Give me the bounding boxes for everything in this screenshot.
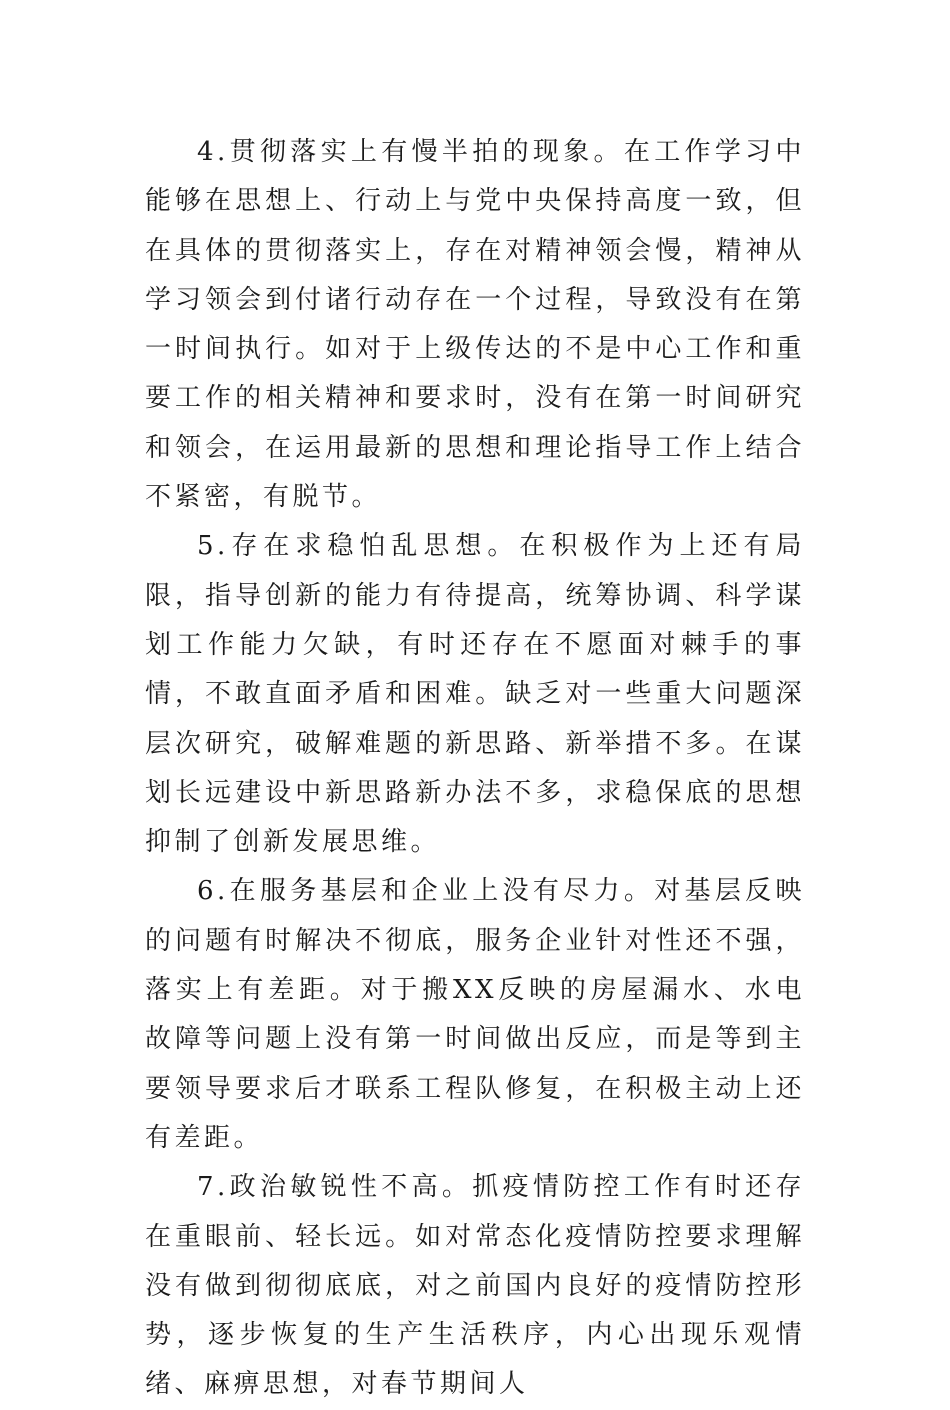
paragraph-item-6: 6.在服务基层和企业上没有尽力。对基层反映的问题有时解决不彻底，服务企业针对性还不强，落实上有差距。对于搬XX反映的房屋漏水、水电故障等问题上没有第一时间做出反应，而是等到主要领导要求后才联系工程队修复，在积极主动上还有差距。 <box>145 876 805 1153</box>
paragraph-item-4: 4.贯彻落实上有慢半拍的现象。在工作学习中能够在思想上、行动上与党中央保持高度一致，但在具体的贯彻落实上，存在对精神领会慢，精神从学习领会到付诸行动存在一个过程，导致没有在第一时间执行。如对于上级传达的不是中心工作和重要工作的相关精神和要求时，没有在第一时间研究和领会，在运用最新的思想和理论指导工作上结合不紧密，有脱节。 <box>145 137 805 513</box>
document-body <box>145 128 805 1410</box>
paragraph-item-7: 7.政治敏锐性不高。抓疫情防控工作有时还存在重眼前、轻长远。如对常态化疫情防控要求理解没有做到彻彻底底，对之前国内良好的疫情防控形势，逐步恢复的生产生活秩序，内心出现乐观情绪、麻痹思想，对春节期间人 <box>145 1172 805 1400</box>
paragraph-item-5: 5.存在求稳怕乱思想。在积极作为上还有局限，指导创新的能力有待提高，统筹协调、科学谋划工作能力欠缺，有时还存在不愿面对棘手的事情，不敢直面矛盾和困难。缺乏对一些重大问题深层次研究，破解难题的新思路、新举措不多。在谋划长远建设中新思路新办法不多，求稳保底的思想抑制了创新发展思维。 <box>145 531 805 858</box>
